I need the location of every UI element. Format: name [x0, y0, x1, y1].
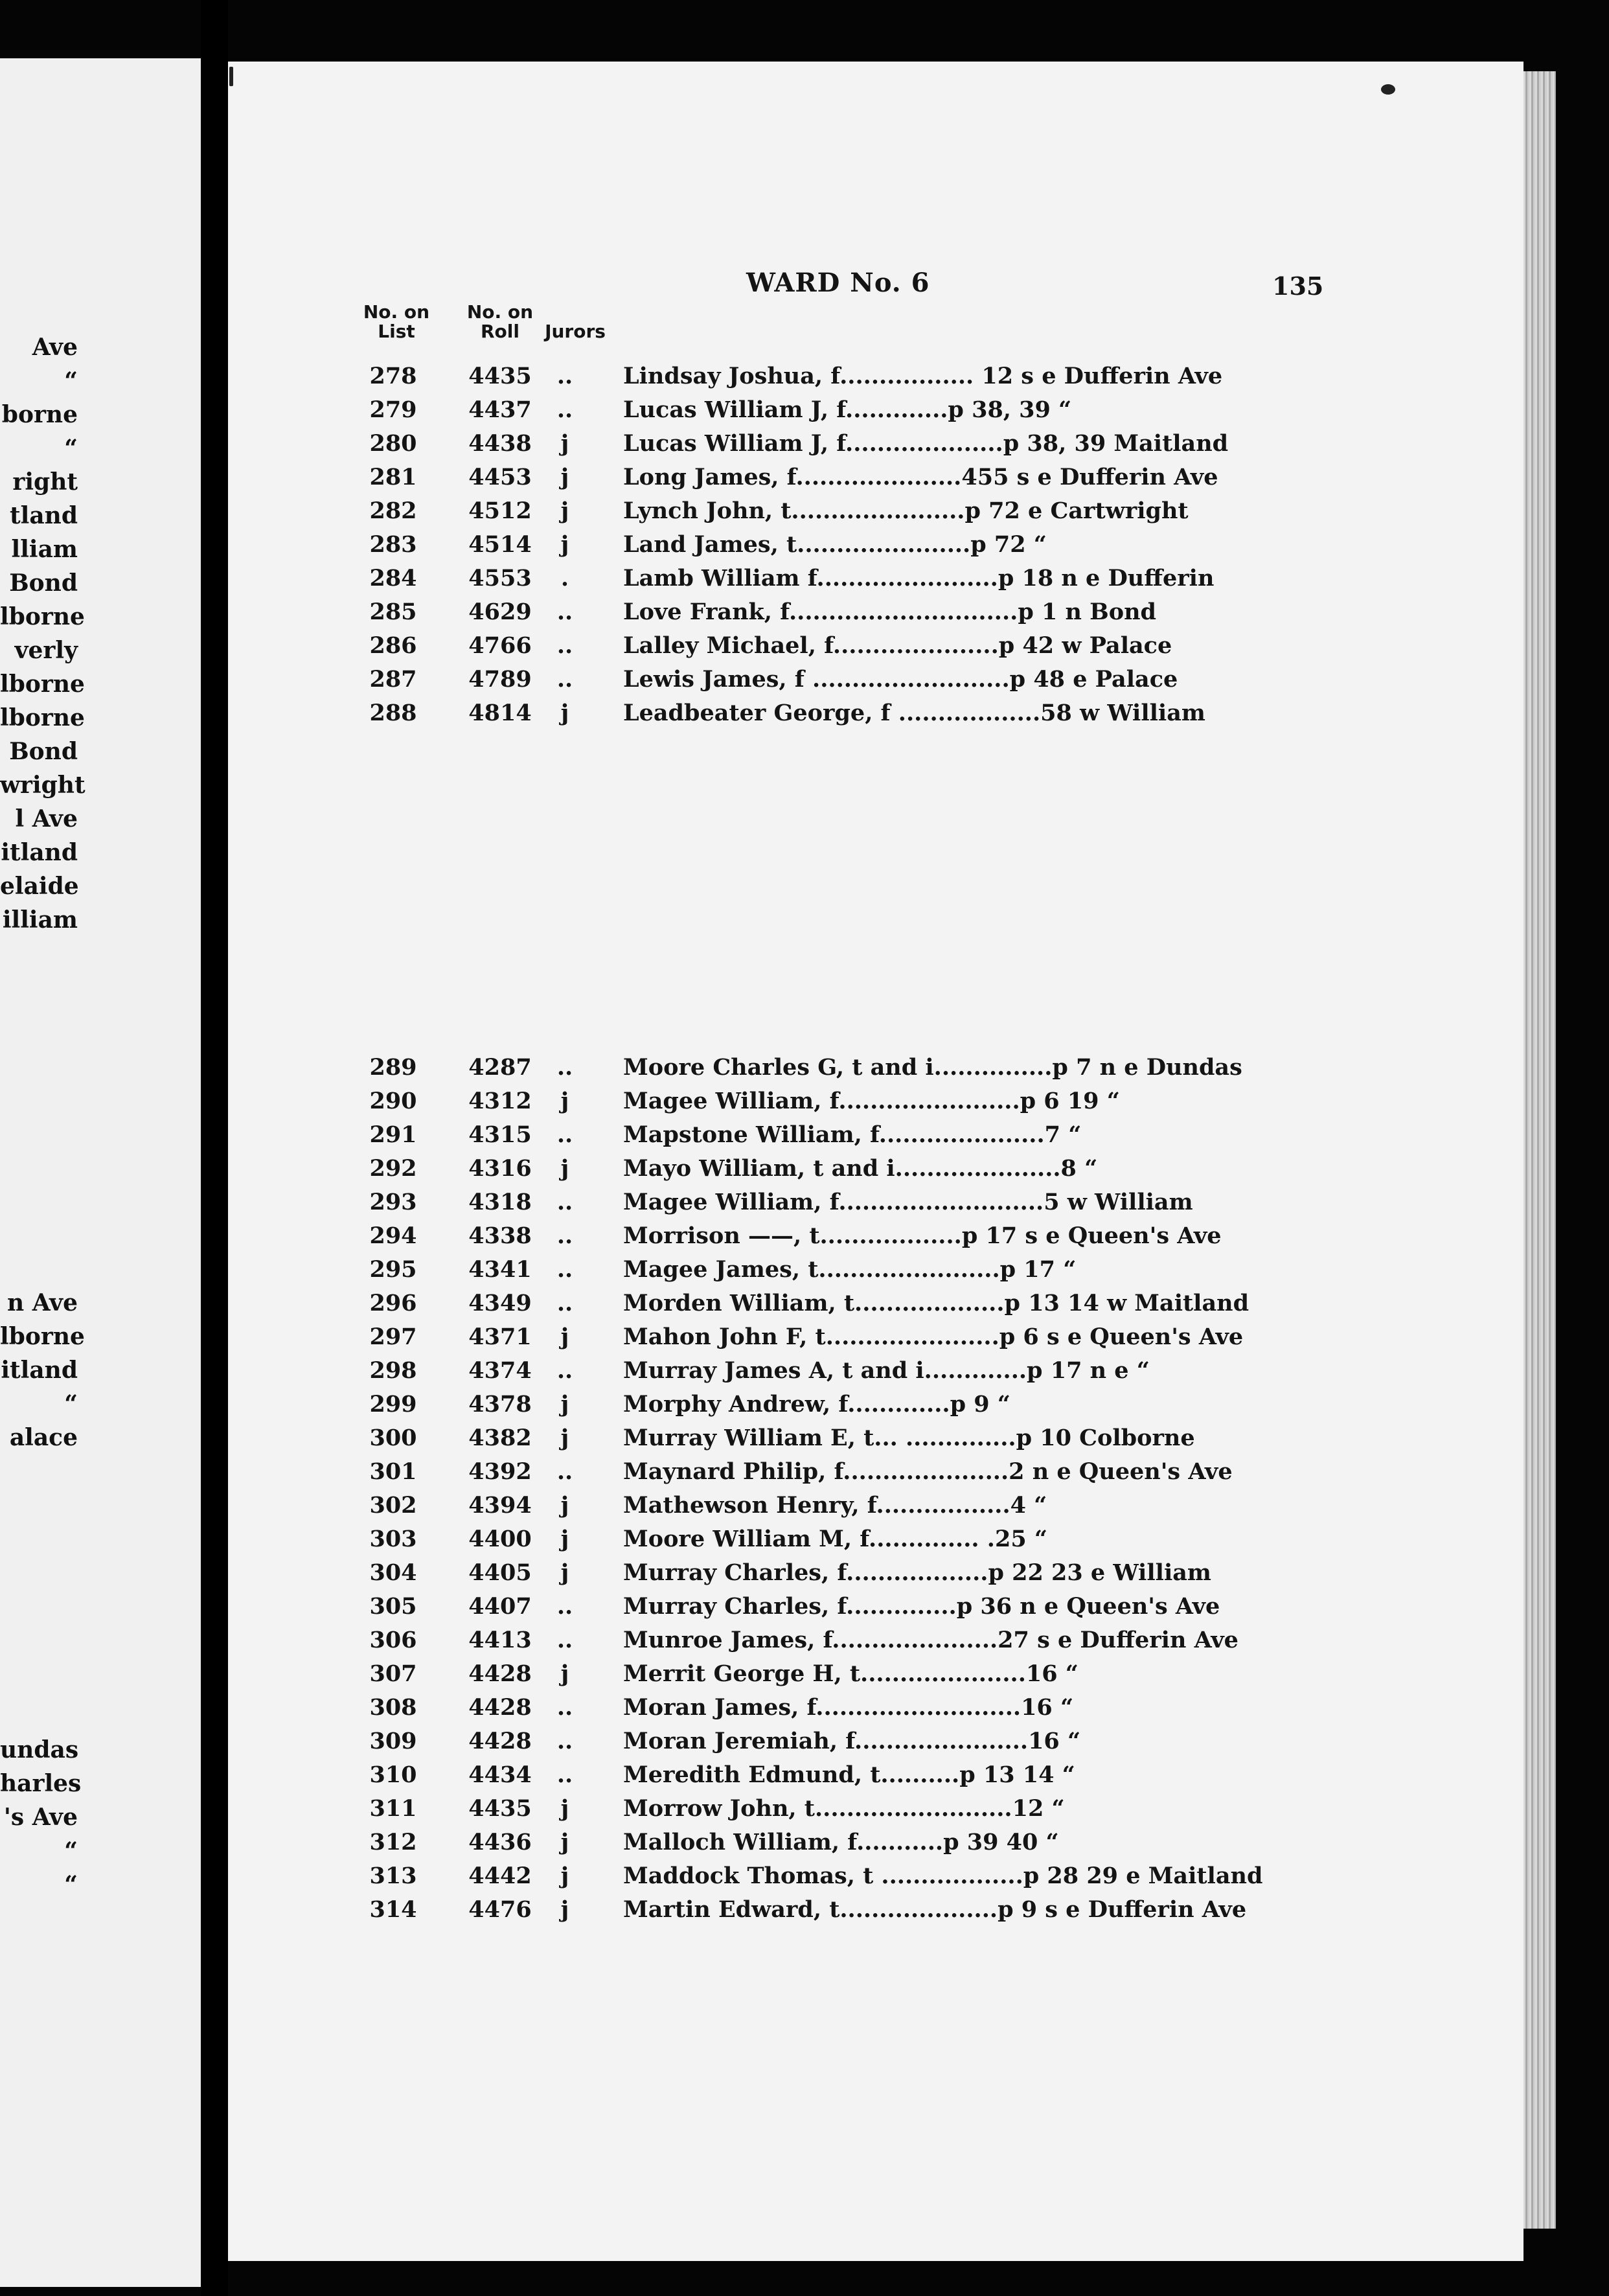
entry-text: Murray Charles, f..................p 22 23 e William — [623, 1559, 1211, 1586]
entry-text: Morrison ——, t..................p 17 s e Queen's Ave — [623, 1223, 1222, 1249]
roll-number: 4382 — [468, 1425, 532, 1451]
table-row — [228, 1489, 1368, 1522]
juror-mark: . — [560, 565, 569, 591]
entry-text: Merrit George H, t.....................16 “ — [623, 1660, 1078, 1687]
list-number: 299 — [369, 1391, 417, 1418]
column-header-line: Roll — [481, 321, 519, 342]
table-row — [228, 1354, 1368, 1388]
fragment-line: Ave — [32, 334, 78, 361]
list-number: 279 — [369, 396, 417, 423]
list-number: 283 — [369, 531, 417, 558]
table-row — [228, 1388, 1368, 1421]
table-row — [228, 629, 1368, 663]
fragment-line: illiam — [2, 906, 78, 934]
list-number: 302 — [369, 1492, 417, 1519]
list-number: 295 — [369, 1256, 417, 1283]
juror-mark: .. — [556, 1256, 573, 1283]
previous-page-fragments-upper — [0, 330, 86, 937]
fragment-line: lborne — [0, 671, 85, 698]
roll-number: 4514 — [468, 531, 532, 558]
page-edge — [1523, 71, 1556, 2229]
table-row — [228, 1152, 1368, 1186]
juror-mark: .. — [556, 1054, 573, 1081]
roll-number: 4312 — [468, 1088, 532, 1114]
table-row — [228, 393, 1368, 427]
list-number: 284 — [369, 565, 417, 591]
table-row — [228, 360, 1368, 393]
roll-number: 4392 — [468, 1458, 532, 1485]
entry-text: Munroe James, f.....................27 s e Dufferin Ave — [623, 1627, 1238, 1653]
fragment-line: itland — [1, 839, 78, 866]
entry-text: Morphy Andrew, f.............p 9 “ — [623, 1391, 1010, 1418]
roll-number: 4428 — [468, 1694, 532, 1721]
roll-number: 4438 — [468, 430, 532, 457]
column-header-line: No. on — [363, 301, 430, 323]
juror-mark: j — [560, 1795, 569, 1822]
roll-number: 4407 — [468, 1593, 532, 1620]
fragment-line: borne — [1, 401, 78, 428]
juror-mark: j — [560, 1896, 569, 1923]
list-number: 285 — [369, 599, 417, 625]
fragment-line: “ — [64, 1871, 78, 1898]
juror-mark: .. — [556, 396, 573, 423]
table-row — [228, 461, 1368, 494]
previous-page-fragments-lower — [0, 1733, 82, 1901]
roll-number: 4512 — [468, 498, 532, 524]
column-header-line: No. on — [466, 301, 534, 323]
juror-mark: j — [560, 1829, 569, 1855]
juror-mark: .. — [556, 363, 573, 389]
juror-mark: .. — [556, 666, 573, 693]
list-number: 312 — [369, 1829, 417, 1855]
list-number: 303 — [369, 1526, 417, 1552]
fragment-line: Bond — [9, 569, 78, 597]
fragment-line: “ — [64, 1837, 78, 1865]
table-row — [228, 562, 1368, 595]
fragment-line: n Ave — [6, 1289, 78, 1316]
juror-mark: .. — [556, 1121, 573, 1148]
entry-text: Love Frank, f.............................p 1 n Bond — [623, 599, 1157, 625]
roll-number: 4553 — [468, 565, 532, 591]
entry-text: Lamb William f.......................p 18 n e Dufferin — [623, 565, 1215, 591]
roll-number: 4789 — [468, 666, 532, 693]
table-row — [228, 595, 1368, 629]
table-row — [228, 696, 1368, 730]
juror-mark: .. — [556, 1593, 573, 1620]
previous-page-fragments-middle — [0, 1286, 85, 1454]
fragment-line: “ — [64, 1390, 78, 1418]
entry-text: Magee William, f.......................p 6 19 “ — [623, 1088, 1120, 1114]
table-row — [228, 1051, 1368, 1085]
list-number: 306 — [369, 1627, 417, 1653]
table-row — [228, 1455, 1368, 1489]
list-number: 301 — [369, 1458, 417, 1485]
roll-number: 4629 — [468, 599, 532, 625]
entry-text: Magee James, t.......................p 17 “ — [623, 1256, 1077, 1283]
entry-text: Maddock Thomas, t ..................p 28 29 e Maitland — [623, 1863, 1263, 1889]
entry-text: Maynard Philip, f.....................2 n e Queen's Ave — [623, 1458, 1233, 1485]
list-number: 286 — [369, 632, 417, 659]
list-number: 280 — [369, 430, 417, 457]
juror-mark: .. — [556, 1357, 573, 1384]
roll-number: 4315 — [468, 1121, 532, 1148]
fragment-line: wright — [0, 772, 86, 799]
page-header — [228, 268, 1523, 306]
entry-text: Moran James, f..........................16 “ — [623, 1694, 1074, 1721]
list-number: 300 — [369, 1425, 417, 1451]
entry-text: Morden William, t...................p 13 14 w Maitland — [623, 1290, 1250, 1316]
entry-text: Mayo William, t and i.....................8 “ — [623, 1155, 1098, 1182]
fragment-line: l Ave — [15, 805, 78, 832]
table-row — [228, 1691, 1368, 1725]
juror-mark: .. — [556, 1458, 573, 1485]
entry-text: Lalley Michael, f.....................p 42 w Palace — [623, 632, 1172, 659]
roll-number: 4378 — [468, 1391, 532, 1418]
table-row — [228, 1320, 1368, 1354]
juror-mark: j — [560, 700, 569, 726]
table-row — [228, 528, 1368, 562]
list-number: 292 — [369, 1155, 417, 1182]
list-number: 298 — [369, 1357, 417, 1384]
juror-mark: j — [560, 1391, 569, 1418]
list-number: 278 — [369, 363, 417, 389]
juror-mark: .. — [556, 1728, 573, 1754]
roll-number: 4436 — [468, 1829, 532, 1855]
entry-text: Martin Edward, t....................p 9 s e Dufferin Ave — [623, 1896, 1247, 1923]
table-row — [228, 1287, 1368, 1320]
list-number: 297 — [369, 1324, 417, 1350]
entry-text: Lynch John, t......................p 72 e Cartwright — [623, 498, 1189, 524]
table-row — [228, 1253, 1368, 1287]
roll-number: 4453 — [468, 464, 532, 490]
ink-smudge — [229, 67, 233, 86]
entry-text: Lewis James, f .........................p 48 e Palace — [623, 666, 1178, 693]
entry-text: Malloch William, f...........p 39 40 “ — [623, 1829, 1059, 1855]
roll-number: 4428 — [468, 1728, 532, 1754]
list-number: 281 — [369, 464, 417, 490]
list-number: 310 — [369, 1762, 417, 1788]
fragment-line: tland — [10, 502, 78, 529]
list-number: 308 — [369, 1694, 417, 1721]
list-number: 305 — [369, 1593, 417, 1620]
entry-text: Mahon John F, t......................p 6 s e Queen's Ave — [623, 1324, 1244, 1350]
table-row — [228, 1893, 1368, 1927]
page-number: 135 — [1272, 271, 1324, 301]
table-row — [228, 1219, 1368, 1253]
entry-text: Moran Jeremiah, f......................16 “ — [623, 1728, 1081, 1754]
list-number: 287 — [369, 666, 417, 693]
entry-text: Murray William E, t... ..............p 10 Colborne — [623, 1425, 1195, 1451]
list-number: 294 — [369, 1223, 417, 1249]
table-row — [228, 1624, 1368, 1657]
roll-number: 4435 — [468, 363, 532, 389]
juror-mark: j — [560, 1155, 569, 1182]
document-page — [228, 62, 1523, 2261]
fragment-line: elaide — [0, 873, 79, 900]
fragment-line: itland — [1, 1357, 78, 1384]
table-row — [228, 1522, 1368, 1556]
fragment-line: lborne — [0, 1323, 85, 1350]
table-row — [228, 1118, 1368, 1152]
list-number: 309 — [369, 1728, 417, 1754]
roll-number: 4287 — [468, 1054, 532, 1081]
column-header-line: List — [378, 321, 415, 342]
book-gutter — [201, 0, 228, 2296]
column-header-jurors: Jurors — [545, 321, 606, 342]
entry-text: Long James, f.....................455 s e Dufferin Ave — [623, 464, 1218, 490]
roll-number: 4437 — [468, 396, 532, 423]
juror-mark: j — [560, 464, 569, 490]
fragment-line: harles — [0, 1770, 82, 1797]
roll-number: 4318 — [468, 1189, 532, 1215]
entry-text: Mapstone William, f.....................7 “ — [623, 1121, 1082, 1148]
table-row — [228, 427, 1368, 461]
entry-text: Morrow John, t.........................12 “ — [623, 1795, 1065, 1822]
table-row — [228, 1590, 1368, 1624]
fragment-line: verly — [14, 637, 78, 664]
juror-mark: j — [560, 1660, 569, 1687]
roll-number: 4428 — [468, 1660, 532, 1687]
juror-mark: .. — [556, 1694, 573, 1721]
juror-mark: .. — [556, 599, 573, 625]
list-number: 282 — [369, 498, 417, 524]
list-number: 304 — [369, 1559, 417, 1586]
juror-mark: .. — [556, 1290, 573, 1316]
juror-mark: j — [560, 1492, 569, 1519]
table-row — [228, 1826, 1368, 1859]
roll-number: 4341 — [468, 1256, 532, 1283]
roll-number: 4316 — [468, 1155, 532, 1182]
table-row — [228, 1725, 1368, 1758]
roll-number: 4476 — [468, 1896, 532, 1923]
fragment-line: lborne — [0, 603, 85, 630]
juror-mark: j — [560, 531, 569, 558]
table-row — [228, 1186, 1368, 1219]
fragment-line: undas — [0, 1736, 79, 1763]
list-number: 289 — [369, 1054, 417, 1081]
ward-title: WARD No. 6 — [746, 268, 930, 298]
entry-text: Murray James A, t and i.............p 17 n e “ — [623, 1357, 1150, 1384]
roll-number: 4435 — [468, 1795, 532, 1822]
roll-number: 4814 — [468, 700, 532, 726]
juror-mark: .. — [556, 1223, 573, 1249]
juror-mark: j — [560, 1088, 569, 1114]
entry-text: Lucas William J, f....................p 38, 39 Maitland — [623, 430, 1229, 457]
table-row — [228, 663, 1368, 696]
roll-number: 4434 — [468, 1762, 532, 1788]
entry-text: Land James, t......................p 72 “ — [623, 531, 1047, 558]
juror-mark: j — [560, 1526, 569, 1552]
roll-number: 4400 — [468, 1526, 532, 1552]
fragment-line: lliam — [11, 536, 78, 563]
roll-number: 4766 — [468, 632, 532, 659]
entry-text: Moore Charles G, t and i...............p 7 n e Dundas — [623, 1054, 1242, 1081]
list-number: 290 — [369, 1088, 417, 1114]
fragment-line: “ — [64, 367, 78, 395]
table-row — [228, 1758, 1368, 1792]
fragment-line: lborne — [0, 704, 85, 731]
juror-mark: .. — [556, 1627, 573, 1653]
ink-smudge — [1381, 84, 1395, 95]
fragment-line: Bond — [9, 738, 78, 765]
table-row — [228, 1792, 1368, 1826]
table-row — [228, 1421, 1368, 1455]
juror-mark: j — [560, 498, 569, 524]
list-number: 307 — [369, 1660, 417, 1687]
fragment-line: “ — [64, 435, 78, 462]
entry-text: Murray Charles, f..............p 36 n e Queen's Ave — [623, 1593, 1220, 1620]
juror-mark: j — [560, 1863, 569, 1889]
entry-text: Leadbeater George, f ..................58 w William — [623, 700, 1205, 726]
entry-text: Magee William, f..........................5 w William — [623, 1189, 1193, 1215]
fragment-line: 's Ave — [3, 1804, 78, 1831]
list-number: 314 — [369, 1896, 417, 1923]
list-number: 296 — [369, 1290, 417, 1316]
roll-number: 4371 — [468, 1324, 532, 1350]
roll-number: 4338 — [468, 1223, 532, 1249]
table-row — [228, 1556, 1368, 1590]
fragment-line: right — [12, 468, 78, 496]
previous-page-fragment — [0, 58, 201, 2287]
list-number: 313 — [369, 1863, 417, 1889]
table-row — [228, 1085, 1368, 1118]
table-row — [228, 494, 1368, 528]
list-number: 311 — [369, 1795, 417, 1822]
roll-number: 4405 — [468, 1559, 532, 1586]
juror-mark: .. — [556, 1189, 573, 1215]
entry-text: Moore William M, f.............. .25 “ — [623, 1526, 1048, 1552]
roll-number: 4374 — [468, 1357, 532, 1384]
roll-number: 4413 — [468, 1627, 532, 1653]
column-header-roll — [461, 303, 539, 341]
juror-mark: .. — [556, 1762, 573, 1788]
entry-text: Lucas William J, f.............p 38, 39 “ — [623, 396, 1072, 423]
juror-mark: j — [560, 1324, 569, 1350]
entry-text: Mathewson Henry, f.................4 “ — [623, 1492, 1047, 1519]
roll-number: 4349 — [468, 1290, 532, 1316]
entry-text: Lindsay Joshua, f................. 12 s e Dufferin Ave — [623, 363, 1223, 389]
juror-mark: j — [560, 1559, 569, 1586]
entry-text: Meredith Edmund, t..........p 13 14 “ — [623, 1762, 1075, 1788]
roll-number: 4394 — [468, 1492, 532, 1519]
list-number: 293 — [369, 1189, 417, 1215]
table-row — [228, 1657, 1368, 1691]
juror-mark: j — [560, 430, 569, 457]
juror-mark: j — [560, 1425, 569, 1451]
list-number: 291 — [369, 1121, 417, 1148]
column-header-list — [358, 303, 435, 341]
table-row — [228, 1859, 1368, 1893]
juror-mark: .. — [556, 632, 573, 659]
list-number: 288 — [369, 700, 417, 726]
fragment-line: alace — [9, 1424, 78, 1451]
roll-number: 4442 — [468, 1863, 532, 1889]
